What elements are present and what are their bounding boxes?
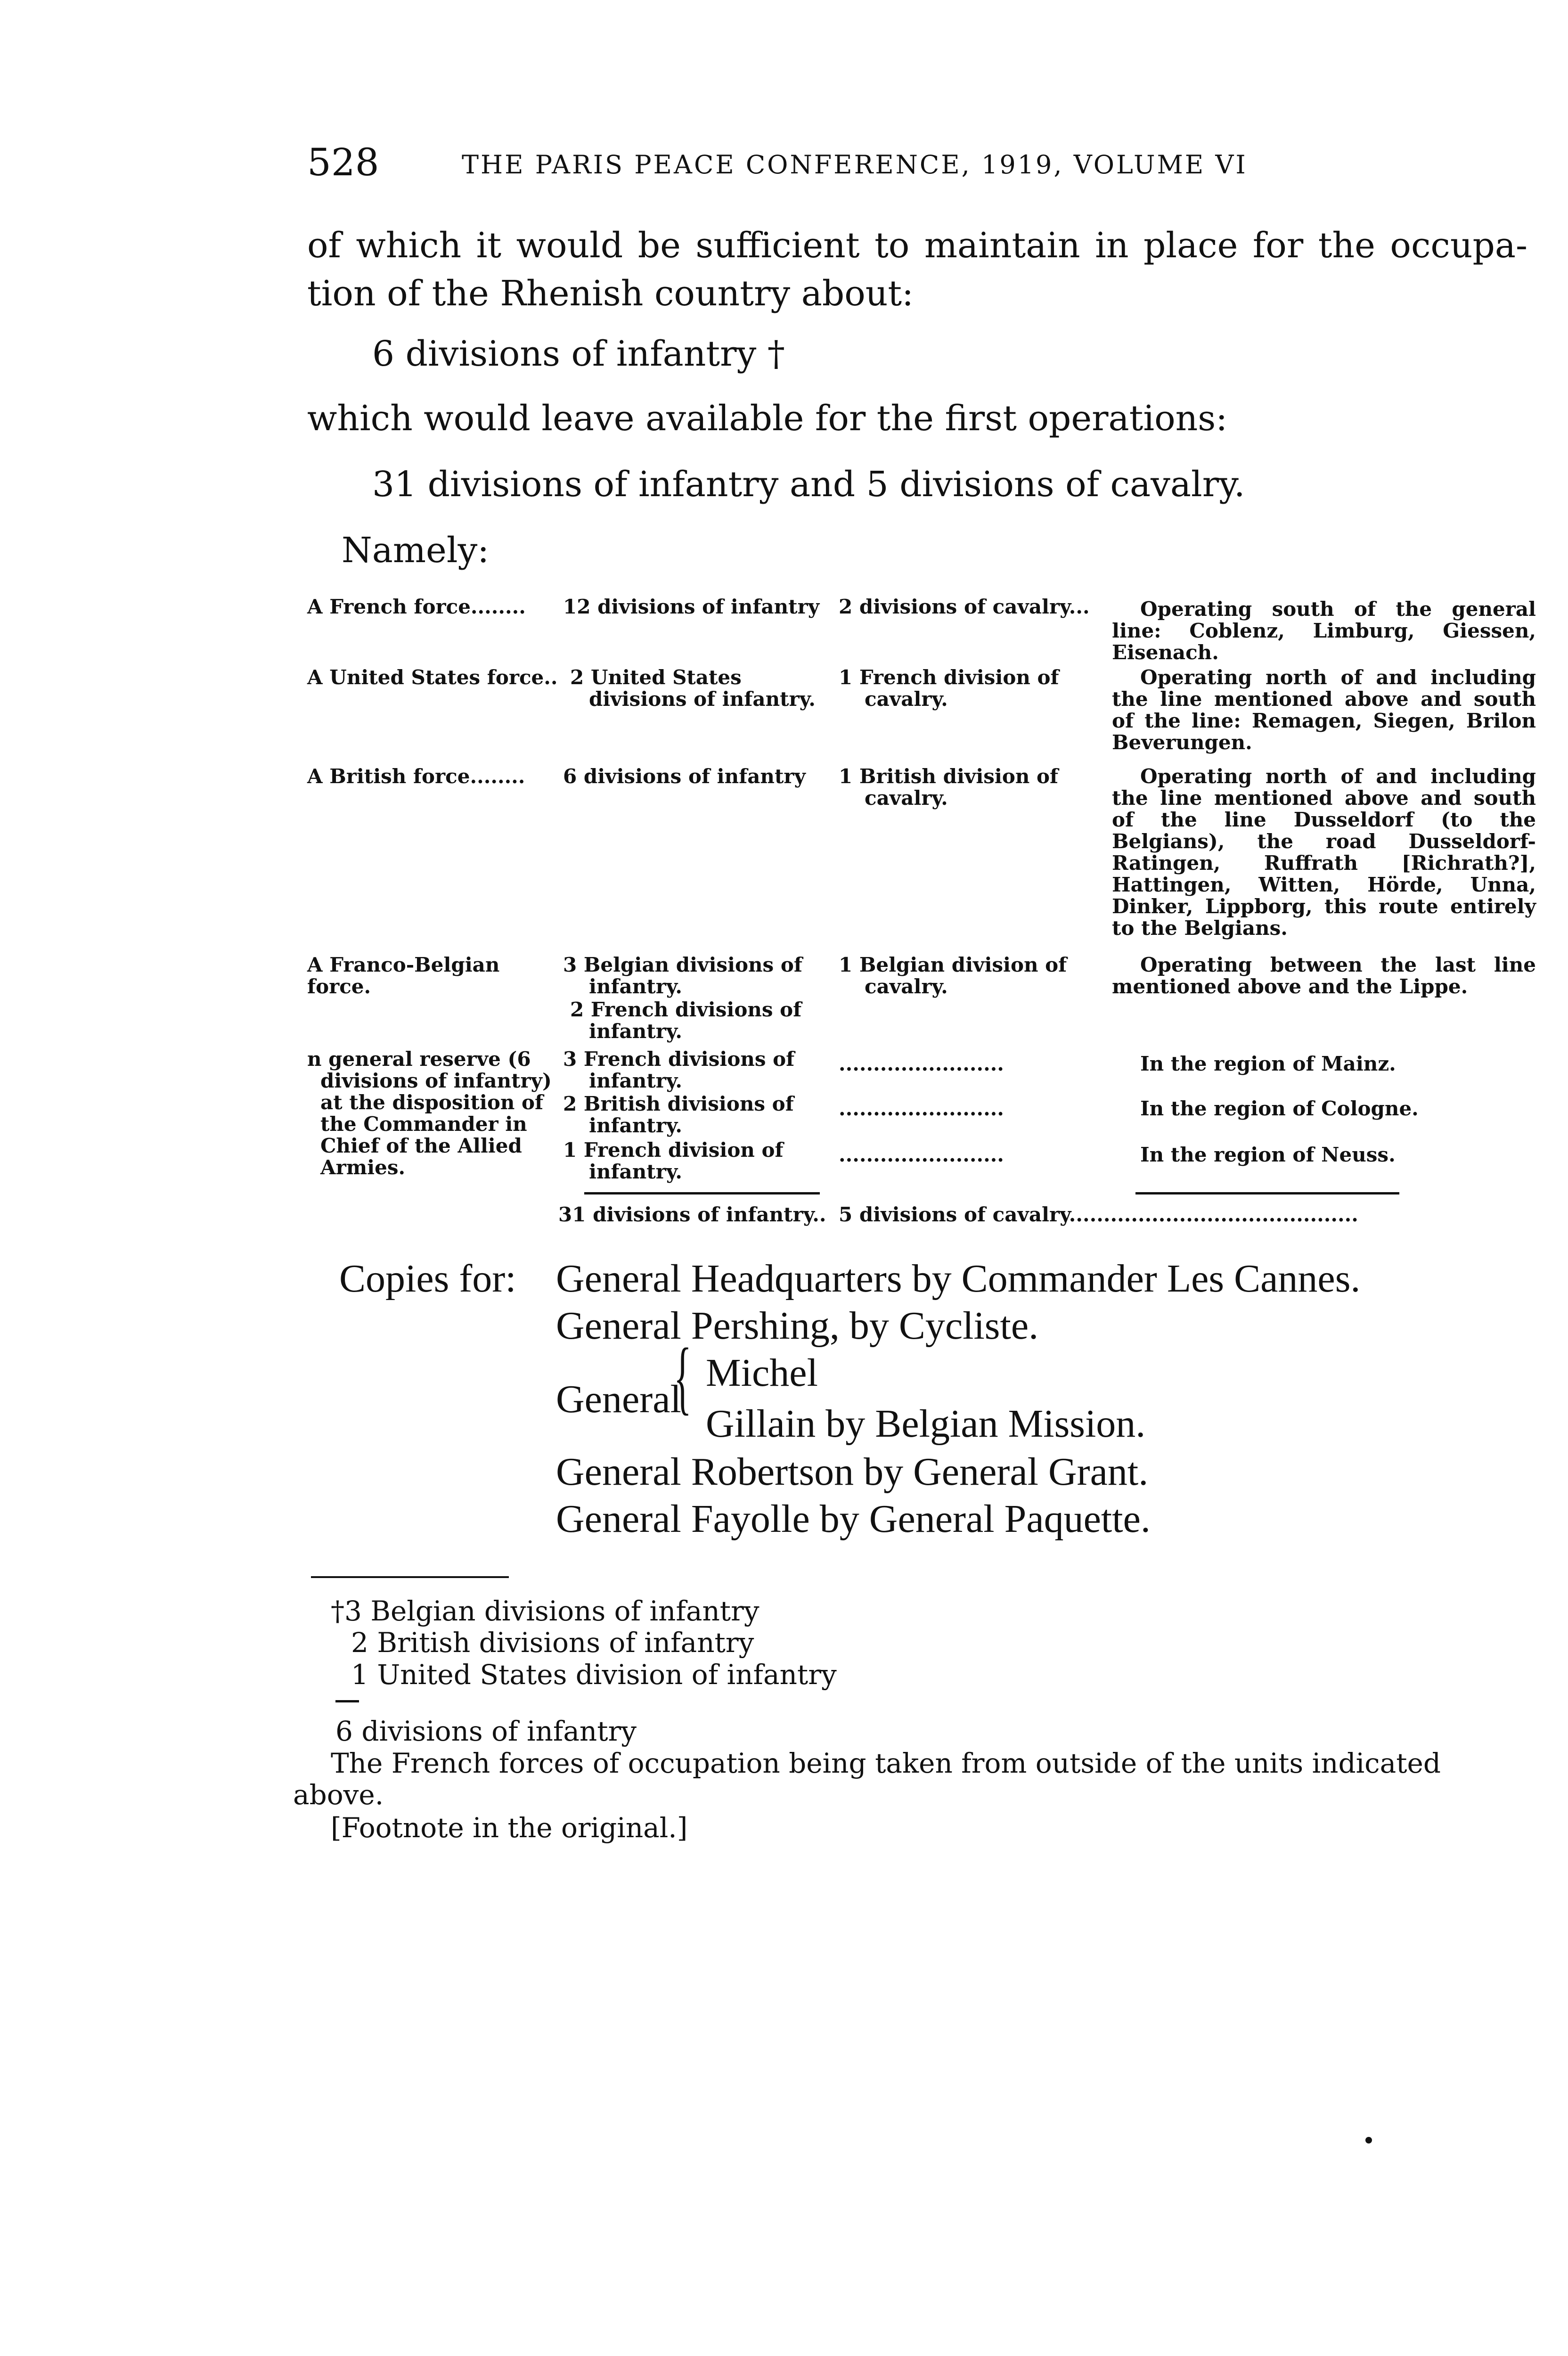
cavalry-belgian: 1 Belgian division of cavalry. (839, 953, 1067, 998)
reserve-infantry-3: 1 French division of infantry. (563, 1138, 784, 1183)
occupation-force: 6 divisions of infantry † (372, 334, 785, 374)
cavalry-british: 1 British division of cavalry. (839, 765, 1059, 810)
reserve-infantry-1: 3 French divisions of infantry. (563, 1047, 795, 1092)
infantry-french-2: 2 French divisions of infantry. (570, 998, 802, 1043)
copies-line-4: General Robertson by General Grant. (556, 1450, 1149, 1494)
force-franco-belgian: A Franco-Belgian force. (307, 953, 500, 998)
footnote-line-6: above. (293, 1779, 384, 1811)
reserve-dots-2: ........................ (839, 1097, 1004, 1120)
footnote-line-1: †3 Belgian divisions of infantry (331, 1595, 760, 1627)
cavalry-united-states: 1 French division of cavalry. (839, 666, 1059, 711)
stray-mark (1365, 2137, 1372, 2143)
footnote-separator (311, 1576, 509, 1578)
operation-french: Operating south of the general line: Coblenz, Limburg, Giessen, Eisenach. (1112, 597, 1536, 664)
page-number: 528 (307, 140, 379, 184)
copies-line-5: General Fayolle by General Paquette. (556, 1497, 1151, 1541)
infantry-united-states: 2 United States divisions of infantry. (570, 666, 816, 711)
footnote-line-7: [Footnote in the original.] (331, 1812, 688, 1844)
reserve-dots-3: ........................ (839, 1143, 1004, 1166)
intro-line-1: of which it would be sufficient to maintain in place for the occupa- (307, 225, 1527, 266)
available-force: 31 divisions of infantry and 5 divisions of cavalry. (372, 464, 1245, 505)
footnote-line-2: 2 British divisions of infantry (351, 1627, 754, 1659)
reserve-dots-1: ........................ (839, 1052, 1004, 1075)
total-infantry: 31 divisions of infantry.. (558, 1203, 826, 1226)
footnote-line-3: 1 United States division of infantry (351, 1659, 837, 1691)
infantry-belgian: 3 Belgian divisions of infantry. (563, 953, 802, 998)
operation-british: Operating north of and including the line mentioned above and south of the line Dusseldorf (to the Belgians), the road Dusseldorf-Ratingen, Ruffrath [Richrath?], Hattingen, Witten, Hörde, Unna, Dinker, Lippborg, this route entirely to the Belgians. (1112, 765, 1536, 940)
running-title: THE PARIS PEACE CONFERENCE, 1919, VOLUME VI (462, 150, 1248, 180)
total-cavalry: 5 divisions of cavalry.......................................... (839, 1203, 1358, 1226)
infantry-french: 12 divisions of infantry (563, 595, 820, 618)
copies-label: Copies for: (339, 1257, 516, 1301)
copies-general-word: General (556, 1377, 681, 1421)
reserve-region-mainz: In the region of Mainz. (1140, 1052, 1396, 1075)
force-general-reserve: n general reserve (6 divisions of infantry) at the disposition of the Commander in Chief of the Allied Armies. (307, 1047, 552, 1179)
footnote-sum-rule (335, 1700, 359, 1702)
operation-franco-belgian: Operating between the last line mentioned above and the Lippe. (1112, 953, 1536, 998)
intro-line-3: which would leave available for the first operations: (307, 398, 1228, 439)
operation-united-states: Operating north of and including the line mentioned above and south of the line: Remagen, Siegen, Brilon Beverungen. (1112, 666, 1536, 754)
intro-line-2: tion of the Rhenish country about: (307, 273, 914, 314)
namely-label: Namely: (342, 530, 490, 571)
footnote-line-5: The French forces of occupation being taken from outside of the units indicated (331, 1747, 1441, 1779)
reserve-infantry-2: 2 British divisions of infantry. (563, 1092, 794, 1137)
reserve-region-neuss: In the region of Neuss. (1140, 1143, 1396, 1166)
copies-line-1: General Headquarters by Commander Les Cannes. (556, 1257, 1361, 1301)
copies-michel: Michel (706, 1351, 818, 1395)
force-united-states: A United States force.. (307, 666, 558, 689)
infantry-british: 6 divisions of infantry (563, 765, 806, 788)
force-french: A French force........ (307, 595, 526, 618)
force-british: A British force........ (307, 765, 525, 788)
infantry-sum-rule (584, 1192, 820, 1194)
copies-gillain: Gillain by Belgian Mission. (706, 1402, 1146, 1446)
copies-line-2: General Pershing, by Cycliste. (556, 1304, 1039, 1348)
brace-glyph: { (674, 1331, 692, 1423)
cavalry-french: 2 divisions of cavalry... (839, 595, 1090, 618)
region-sum-rule (1135, 1192, 1399, 1194)
reserve-region-cologne: In the region of Cologne. (1140, 1097, 1419, 1120)
footnote-line-4: 6 divisions of infantry (335, 1715, 637, 1747)
